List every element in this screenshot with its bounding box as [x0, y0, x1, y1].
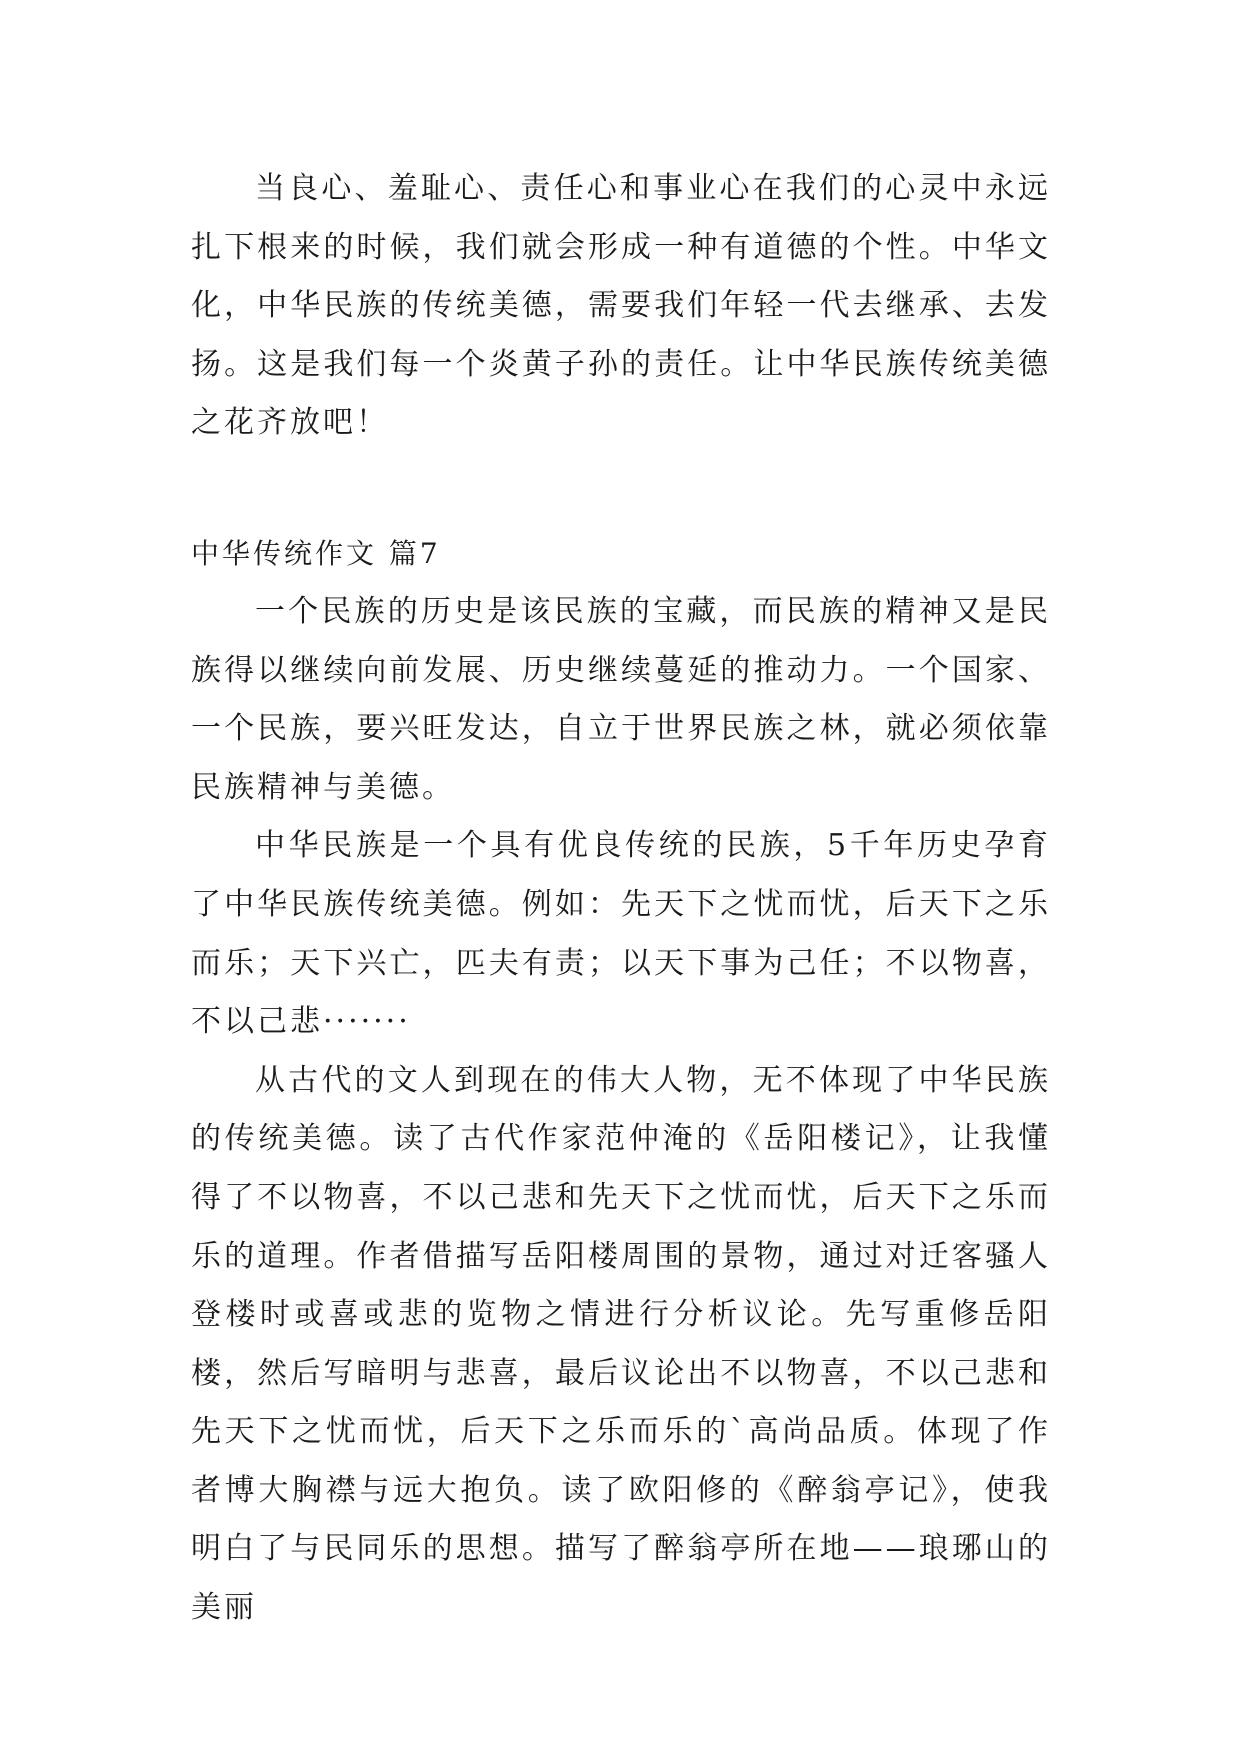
- paragraph-1: 当良心、羞耻心、责任心和事业心在我们的心灵中永远扎下根来的时候，我们就会形成一种有道德的个性。中华文化，中华民族的传统美德，需要我们年轻一代去继承、去发扬。这是我们每一个炎黄子孙的责任。让中华民族传统美德之花齐放吧！: [191, 171, 1051, 441]
- paragraph-3: 中华民族是一个具有优良传统的民族，5千年历史孕育了中华民族传统美德。例如：先天下之忧而忧，后天下之乐而乐；天下兴亡，匹夫有责；以天下事为己任；不以物喜，不以己悲·······: [191, 828, 1051, 1040]
- document-body: [191, 160, 1051, 1638]
- paragraph-4: 从古代的文人到现在的伟大人物，无不体现了中华民族的传统美德。读了古代作家范仲淹的《岳阳楼记》，让我懂得了不以物喜，不以己悲和先天下之忧而忧，后天下之乐而乐的道理。作者借描写岳阳楼周围的景物，通过对迁客骚人登楼时或喜或悲的览物之情进行分析议论。先写重修岳阳楼，然后写暗明与悲喜，最后议论出不以物喜，不以己悲和先天下之忧而忧，后天下之乐而乐的`高尚品质。体现了作者博大胸襟与远大抱负。读了欧阳修的《醉翁亭记》，使我明白了与民同乐的思想。描写了醉翁亭所在地——琅琊山的美丽: [191, 1062, 1051, 1626]
- section-title: 中华传统作文 篇7: [191, 536, 441, 570]
- paragraph-2: 一个民族的历史是该民族的宝藏，而民族的精神又是民族得以继续向前发展、历史继续蔓延的推动力。一个国家、一个民族，要兴旺发达，自立于世界民族之林，就必须依靠民族精神与美德。: [191, 593, 1051, 805]
